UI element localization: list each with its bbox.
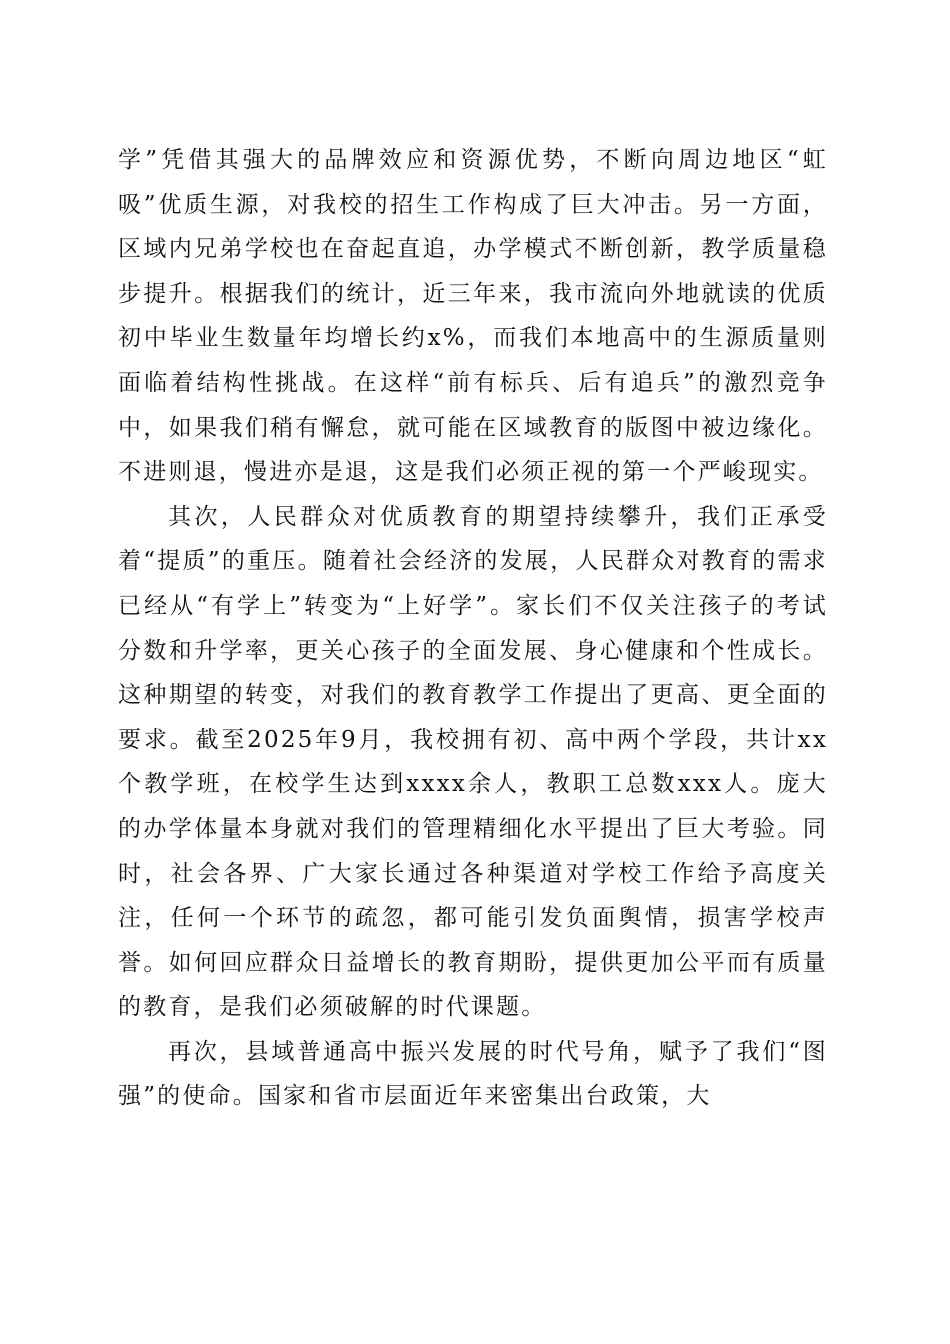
paragraph-public-expectation: 其次，人民群众对优质教育的期望持续攀升，我们正承受着“提质”的重压。随着社会经济的发展，人民群众对教育的需求已经从“有学上”转变为“上好学”。家长们不仅关注孩子的考试分数和升学率，更关心孩子的全面发展、身心健康和个性成长。这种期望的转变，对我们的教育教学工作提出了更高、更全面的要求。截至2025年9月，我校拥有初、高中两个学段，共计xx个教学班，在校学生达到xxxx余人，教职工总数xxx人。庞大的办学体量本身就对我们的管理精细化水平提出了巨大考验。同时，社会各界、广大家长通过各种渠道对学校工作给予高度关注，任何一个环节的疏忽，都可能引发负面舆情，损害学校声誉。如何回应群众日益增长的教育期盼，提供更加公平而有质量的教育，是我们必须破解的时代课题。 — [118, 503, 828, 1021]
paragraph-county-high-school: 再次，县域普通高中振兴发展的时代号角，赋予了我们“图强”的使命。国家和省市层面近年来密集出台政策，大 — [118, 1038, 828, 1110]
document-body — [118, 138, 828, 1119]
paragraph-continuation: 学”凭借其强大的品牌效应和资源优势，不断向周边地区“虹吸”优质生源，对我校的招生工作构成了巨大冲击。另一方面，区域内兄弟学校也在奋起直追，办学模式不断创新，教学质量稳步提升。根据我们的统计，近三年来，我市流向外地就读的优质初中毕业生数量年均增长约x%，而我们本地高中的生源质量则面临着结构性挑战。在这样“前有标兵、后有追兵”的激烈竞争中，如果我们稍有懈怠，就可能在区域教育的版图中被边缘化。不进则退，慢进亦是退，这是我们必须正视的第一个严峻现实。 — [118, 147, 828, 486]
